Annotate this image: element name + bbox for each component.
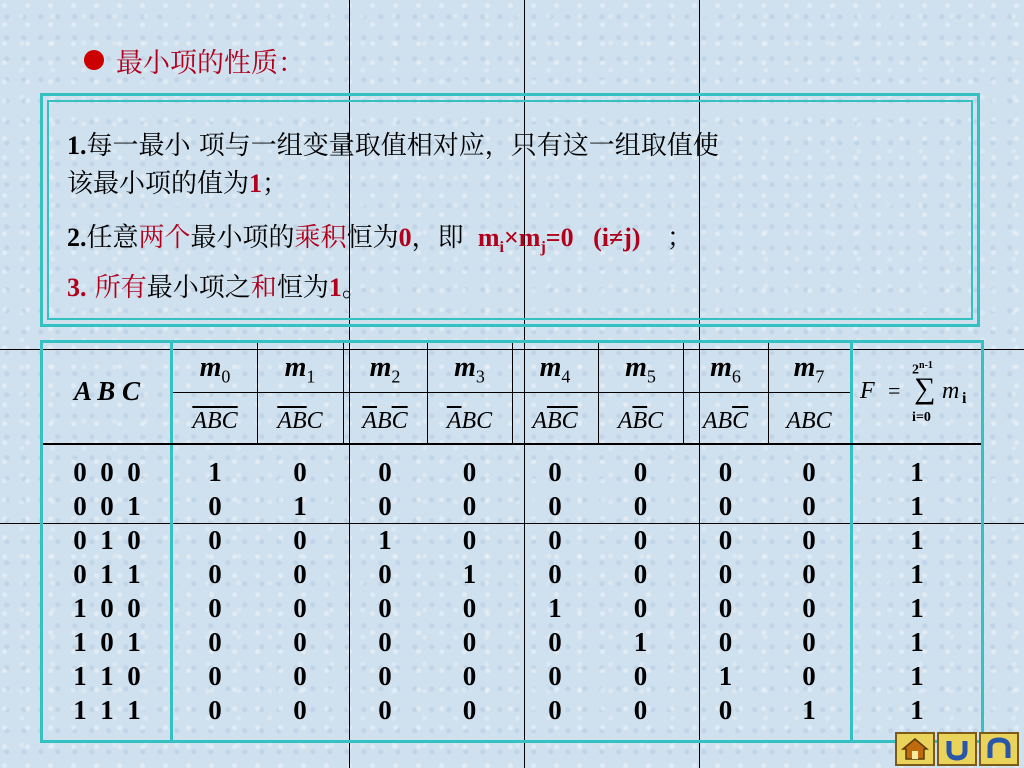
minterm-value: 0 xyxy=(462,525,477,555)
sum-value: 1 xyxy=(910,525,924,555)
minterm-value: 0 xyxy=(548,695,562,725)
minterm-expression: $A\overline{B}\overline{C}$ xyxy=(532,408,578,434)
minterm-value: 0 xyxy=(293,525,307,555)
minterm-value: 0 xyxy=(633,695,648,725)
property-3: 3. 所有最小项之和恒为1。 xyxy=(67,273,368,303)
property-1-cont: 该最小项的值为1； xyxy=(67,169,289,199)
input-combination: 0 1 0 xyxy=(73,525,141,555)
minterm-value: 0 xyxy=(462,627,477,657)
minterm-value: 0 xyxy=(802,593,816,623)
minterm-value: 1 xyxy=(208,457,222,487)
property-1: 1.每一最小 项与一组变量取值相对应，只有这一组取值使 xyxy=(67,131,719,161)
minterm-value: 0 xyxy=(802,525,816,555)
minterm-value: 0 xyxy=(718,457,733,487)
minterm-value: 0 xyxy=(548,627,562,657)
minterm-value: 0 xyxy=(378,559,392,589)
minterm-value: 0 xyxy=(293,559,307,589)
table-divider xyxy=(43,443,981,445)
minterm-value: 0 xyxy=(378,457,392,487)
heading-text: 最小项的性质： xyxy=(116,47,305,79)
minterm-value: 0 xyxy=(208,559,222,589)
sum-value: 1 xyxy=(910,491,924,521)
minterm-value: 0 xyxy=(208,491,222,521)
minterm-value: 0 xyxy=(718,491,733,521)
minterm-value: 0 xyxy=(633,457,648,487)
minterm-value: 0 xyxy=(633,491,648,521)
var-header: A B C xyxy=(73,376,141,406)
input-combination: 0 0 1 xyxy=(73,491,141,521)
home-button[interactable] xyxy=(895,732,935,766)
minterm-value: 1 xyxy=(548,593,562,623)
return-button[interactable] xyxy=(937,732,977,766)
minterm-value: 0 xyxy=(718,627,733,657)
minterm-expression: $AB\overline{C}$ xyxy=(702,408,749,434)
minterm-value: 1 xyxy=(802,695,816,725)
minterm-value: 1 xyxy=(718,661,733,691)
minterm-expression: $\overline{A}\overline{B}C$ xyxy=(277,408,323,434)
minterm-value: 0 xyxy=(548,491,562,521)
minterm-value: 0 xyxy=(208,627,222,657)
minterm-value: 0 xyxy=(802,627,816,657)
minterm-expression: $\overline{A}\overline{B}\overline{C}$ xyxy=(192,408,238,434)
minterm-value: 0 xyxy=(718,593,733,623)
minterm-expression: $\overline{A}BC$ xyxy=(446,408,493,434)
sum-value: 1 xyxy=(910,695,924,725)
minterm-value: 0 xyxy=(462,593,477,623)
home-icon xyxy=(901,737,929,761)
minterm-value: 1 xyxy=(633,627,648,657)
minterm-value: 0 xyxy=(548,559,562,589)
bullet-icon xyxy=(84,50,104,70)
minterm-value: 0 xyxy=(378,491,392,521)
minterm-value: 0 xyxy=(633,661,648,691)
property-2: 2.任意两个最小项的乘积恒为0，即 $m_i\times m_j=0$ (i≠j) ； xyxy=(67,223,693,257)
minterm-value: 0 xyxy=(802,661,816,691)
minterm-header: $m_7$ xyxy=(793,352,825,387)
minterm-value: 0 xyxy=(293,661,307,691)
loop-button[interactable] xyxy=(979,732,1019,766)
loop-icon xyxy=(985,737,1013,761)
minterm-value: 0 xyxy=(718,559,733,589)
minterm-value: 0 xyxy=(378,695,392,725)
minterm-value: 0 xyxy=(548,661,562,691)
sum-value: 1 xyxy=(910,559,924,589)
minterm-header: $m_3$ xyxy=(454,352,485,387)
minterm-value: 0 xyxy=(293,457,307,487)
minterm-value: 0 xyxy=(633,559,648,589)
minterm-value: 0 xyxy=(633,525,648,555)
sum-formula: F = $2^{n-1}$ ∑ m i i=0 xyxy=(860,360,967,425)
minterm-value: 0 xyxy=(378,627,392,657)
input-combination: 0 1 1 xyxy=(73,559,141,589)
input-combination: 1 0 1 xyxy=(73,627,141,657)
sum-value: 1 xyxy=(910,593,924,623)
minterm-value: 0 xyxy=(293,695,307,725)
product-formula: $m_i\times m_j=0$ (i≠j) xyxy=(477,223,641,257)
minterm-expression: $A\overline{B}C$ xyxy=(617,408,664,434)
sum-value: 1 xyxy=(910,661,924,691)
input-combination: 0 0 0 xyxy=(73,457,141,487)
minterm-value: 0 xyxy=(293,627,307,657)
minterm-value: 0 xyxy=(208,525,222,555)
minterm-value: 0 xyxy=(378,593,392,623)
minterm-header: $m_2$ xyxy=(369,352,401,387)
minterm-expression: $\overline{A}B\overline{C}$ xyxy=(362,408,408,434)
minterm-value: 0 xyxy=(633,593,648,623)
minterm-value: 1 xyxy=(462,559,477,589)
minterm-value: 0 xyxy=(462,457,477,487)
minterm-header: $m_1$ xyxy=(284,352,316,387)
input-combination: 1 1 1 xyxy=(73,695,141,725)
minterm-value: 0 xyxy=(462,695,477,725)
minterm-value: 0 xyxy=(208,593,222,623)
minterm-value: 0 xyxy=(462,491,477,521)
minterm-value: 0 xyxy=(208,661,222,691)
minterm-header: $m_4$ xyxy=(539,352,571,387)
minterm-value: 1 xyxy=(293,491,307,521)
sum-value: 1 xyxy=(910,627,924,657)
minterm-value: 0 xyxy=(718,525,733,555)
minterm-header: $m_5$ xyxy=(625,352,656,387)
sum-value: 1 xyxy=(910,457,924,487)
minterm-value: 0 xyxy=(718,695,733,725)
minterm-value: 0 xyxy=(802,559,816,589)
minterm-value: 0 xyxy=(378,661,392,691)
input-combination: 1 1 0 xyxy=(73,661,141,691)
minterm-value: 0 xyxy=(462,661,477,691)
minterm-expression: ABC xyxy=(786,408,832,434)
minterm-value: 0 xyxy=(802,457,816,487)
minterm-header: $m_0$ xyxy=(199,352,231,387)
minterm-value: 0 xyxy=(802,491,816,521)
minterm-value: 0 xyxy=(548,525,562,555)
minterm-value: 0 xyxy=(293,593,307,623)
minterm-header: $m_6$ xyxy=(710,352,741,387)
return-icon xyxy=(943,737,971,761)
section-heading xyxy=(84,40,305,80)
properties-box xyxy=(40,93,980,327)
minterm-value: 0 xyxy=(548,457,562,487)
minterm-value: 0 xyxy=(208,695,222,725)
minterm-value: 1 xyxy=(378,525,392,555)
input-combination: 1 0 0 xyxy=(73,593,141,623)
